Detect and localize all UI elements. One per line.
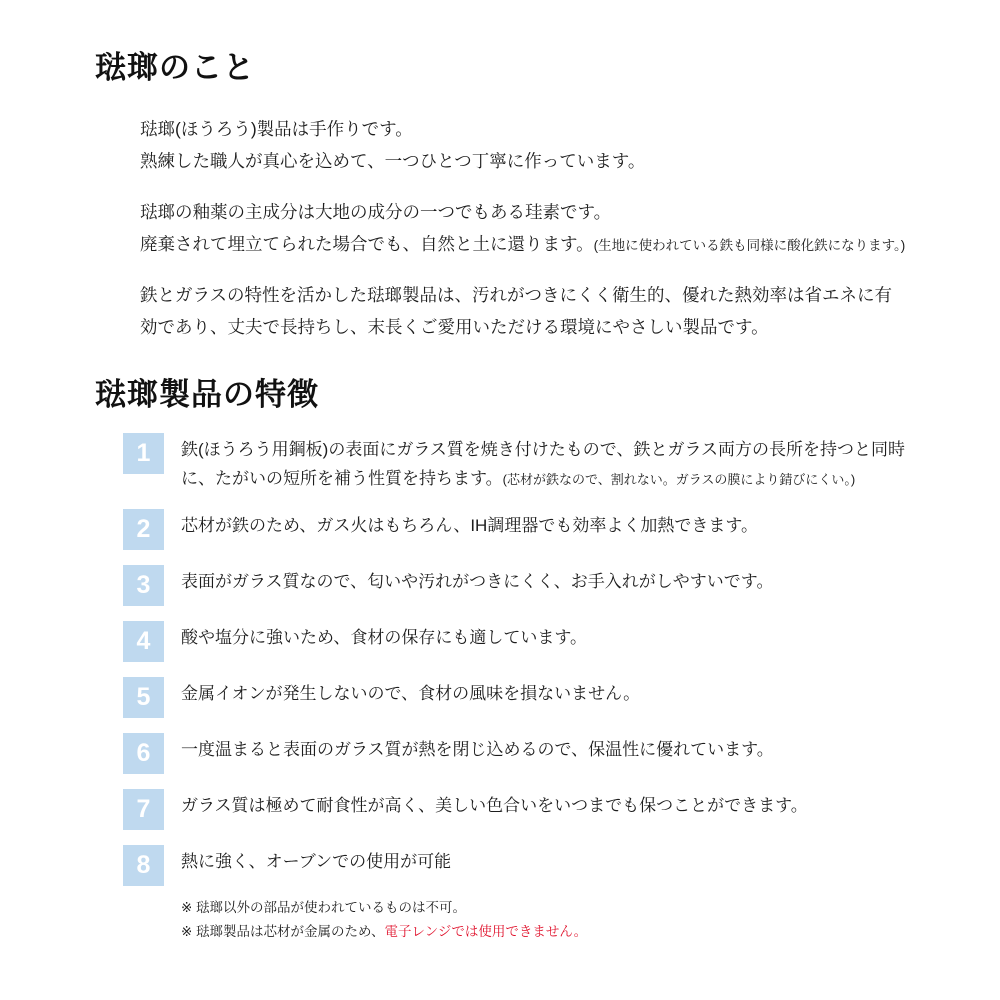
- feature-number-badge: 5: [123, 677, 164, 718]
- feature-line: 金属イオンが発生しないので、食材の風味を損ないません。: [181, 684, 641, 704]
- feature-number-badge: 2: [123, 509, 164, 550]
- feature-line: 酸や塩分に強いため、食材の保存にも適しています。: [181, 628, 587, 648]
- feature-line: ガラス質は極めて耐食性が高く、美しい色合いをいつまでも保つことができます。: [181, 796, 808, 816]
- intro-line: 廃棄されて埋立てられた場合でも、自然と土に還ります。: [140, 234, 594, 255]
- feature-line: 芯材が鉄のため、ガス火はもちろん、IH調理器でも効率よく加熱できます。: [181, 516, 758, 536]
- intro-line: 熟練した職人が真心を込めて、一つひとつ丁寧に作っています。: [140, 151, 646, 172]
- feature-line: 熱に強く、オーブンでの使用が可能: [181, 852, 452, 872]
- intro-line: 琺瑯(ほうろう)製品は手作りです。: [140, 119, 413, 139]
- list-item: [123, 432, 940, 494]
- list-item: [123, 508, 940, 550]
- list-item: [123, 564, 940, 606]
- list-item: [123, 620, 940, 662]
- feature-subnote: (芯材が鉄なので、割れない。ガラスの膜により錆びにくい。): [502, 472, 856, 488]
- intro-paragraph-2: [140, 196, 940, 261]
- feature-line: 一度温まると表面のガラス質が熱を閉じ込めるので、保温性に優れています。: [181, 740, 774, 760]
- feature-text: [181, 732, 774, 765]
- list-item: [123, 788, 940, 830]
- section-title-features: 琺瑯製品の特徴: [95, 377, 319, 413]
- feature-text: [181, 788, 808, 821]
- feature-text: [181, 564, 773, 597]
- feature-number-badge: 8: [123, 845, 164, 886]
- list-item: [123, 732, 940, 774]
- feature-line: 鉄(ほうろう用鋼板)の表面にガラス質を焼き付けたもので、鉄とガラス両方の長所を持つと同時: [181, 440, 905, 460]
- feature-number-badge: 6: [123, 733, 164, 774]
- feature-line: 表面がガラス質なので、匂いや汚れがつきにくく、お手入れがしやすいです。: [181, 572, 774, 592]
- intro-line: 効であり、丈夫で長持ちし、末長くご愛用いただける環境にやさしい製品です。: [140, 316, 769, 337]
- footnote-2-prefix: ※ 琺瑯製品は芯材が金属のため、: [181, 923, 385, 939]
- intro-line: 鉄とガラスの特性を活かした琺瑯製品は、汚れがつきにくく衛生的、優れた熱効率は省エネに有: [140, 284, 892, 305]
- feature-text: [181, 432, 905, 494]
- feature-text: [181, 620, 587, 653]
- footnotes: [95, 896, 940, 943]
- footnote-1: ※ 琺瑯以外の部品が使われているものは不可。: [181, 900, 467, 916]
- feature-text: [181, 844, 451, 877]
- list-item: [123, 676, 940, 718]
- footnote-2: [181, 920, 940, 944]
- intro-paragraph-1: [140, 113, 940, 178]
- intro-section: [95, 113, 940, 343]
- intro-note: (生地に使われている鉄も同様に酸化鉄になります。): [593, 238, 906, 254]
- feature-text: [181, 676, 640, 709]
- intro-line: 琺瑯の釉薬の主成分は大地の成分の一つでもある珪素です。: [140, 201, 612, 222]
- feature-line: に、たがいの短所を補う性質を持ちます。: [181, 469, 503, 489]
- feature-number-badge: 4: [123, 621, 164, 662]
- list-item: [123, 844, 940, 886]
- feature-number-badge: 3: [123, 565, 164, 606]
- feature-text: [181, 508, 758, 541]
- feature-number-badge: 7: [123, 789, 164, 830]
- footnote-2-warning: 電子レンジでは使用できません。: [384, 923, 588, 939]
- page-title: 琺瑯のこと: [95, 50, 255, 85]
- intro-paragraph-3: [140, 279, 940, 344]
- feature-number-badge: 1: [123, 433, 164, 474]
- features-list: [95, 432, 940, 886]
